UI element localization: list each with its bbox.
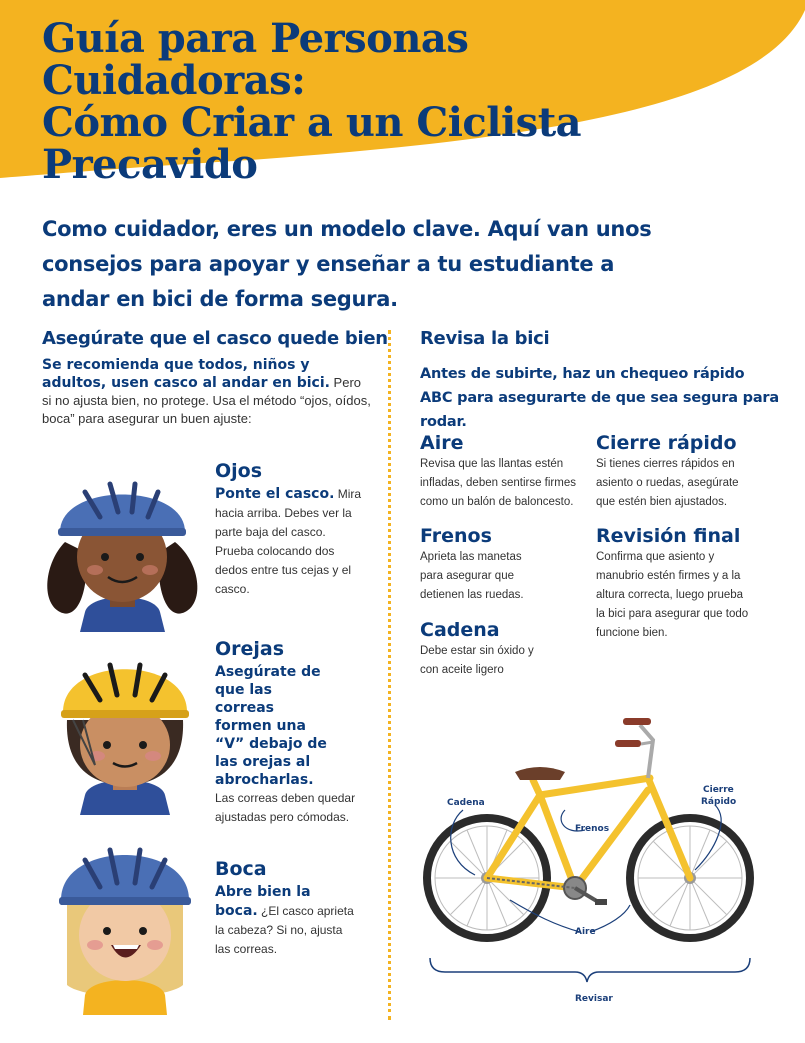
step-boca: [215, 860, 365, 959]
check-cierre-text: Si tienes cierres rápidos en asiento o ruedas, asegúrate que estén bien ajustados.: [596, 458, 739, 508]
step-ojos: [215, 462, 365, 599]
check-frenos: [420, 527, 595, 605]
check-cierre: [596, 434, 771, 512]
step-ojos-text: Mira hacia arriba. Debes ver la parte baja del casco. Prueba colocando dos dedos entre tus cejas y el casco.: [215, 487, 362, 596]
label-revisar: Revisar: [575, 994, 613, 1004]
title-line-2: Cuidadoras:: [42, 57, 306, 104]
check-aire: [420, 434, 595, 512]
step-boca-body: [215, 883, 355, 959]
label-cadena: Cadena: [447, 798, 485, 808]
step-orejas-bold: Asegúrate de que las correas formen una “V” debajo de las orejas al abrocharlas.: [215, 664, 327, 788]
title-line-3: Cómo Criar a un Ciclista: [42, 99, 582, 146]
step-orejas-text: Las correas deben quedar ajustadas pero cómodas.: [215, 791, 356, 824]
step-boca-bold: Abre bien la boca.: [215, 884, 311, 919]
step-orejas: [215, 640, 365, 827]
bike-section-lead: Antes de subirte, haz un chequeo rápido ABC para asegurarte de que sea segura para rodar.: [420, 366, 779, 430]
check-frenos-text: Aprieta las manetas para asegurar que detienen las ruedas.: [420, 551, 524, 601]
label-cierre-2: Rápido: [701, 797, 737, 807]
child-ears-illustration: [55, 650, 195, 815]
check-revision: [596, 527, 771, 643]
check-cadena-text: Debe estar sin óxido y con aceite ligero: [420, 645, 534, 676]
helmet-lead-text: Pero si no ajusta bien, no protege. Usa el método “ojos, oídos, boca” para asegurar un buen ajuste:: [42, 375, 371, 426]
child-mouth-illustration: [55, 835, 195, 1015]
step-ojos-title: Ojos: [215, 460, 263, 482]
child-eyes-illustration: [40, 462, 205, 632]
check-aire-title: Aire: [420, 432, 464, 454]
title-line-1: Guía para Personas: [42, 15, 469, 62]
check-cierre-title: Cierre rápido: [596, 432, 737, 454]
bicycle-illustration: [415, 710, 770, 1010]
check-cadena: [420, 621, 595, 680]
label-frenos: Frenos: [575, 824, 610, 834]
helmet-section-lead: [42, 356, 372, 428]
check-cadena-title: Cadena: [420, 619, 500, 641]
label-aire: Aire: [575, 927, 596, 937]
title-line-4: Precavido: [42, 141, 258, 188]
step-boca-text: ¿El casco aprieta la cabeza? Si no, ajusta las correas.: [215, 904, 354, 956]
step-boca-title: Boca: [215, 858, 267, 880]
bike-section-heading: Revisa la bici: [420, 328, 550, 349]
step-orejas-title: Orejas: [215, 638, 285, 660]
intro-text: Como cuidador, eres un modelo clave. Aquí van unos consejos para apoyar y enseñar a tu estudiante a andar en bici de forma segura.: [42, 217, 652, 311]
check-frenos-title: Frenos: [420, 525, 492, 547]
check-revision-title: Revisión final: [596, 525, 741, 547]
helmet-lead-bold: Se recomienda que todos, niños y adultos, usen casco al andar en bici.: [42, 357, 330, 391]
page-title: [42, 15, 582, 188]
check-revision-text: Confirma que asiento y manubrio estén firmes y a la altura correcta, luego prueba la bici para asegurar que todo funcione bien.: [596, 551, 749, 639]
helmet-section-heading: Asegúrate que el casco quede bien: [42, 328, 388, 349]
column-divider: [388, 330, 391, 1020]
label-cierre-1: Cierre: [703, 785, 734, 795]
step-ojos-bold: Ponte el casco.: [215, 486, 335, 502]
check-aire-text: Revisa que las llantas estén infladas, deben sentirse firmes como un balón de baloncesto.: [420, 458, 576, 508]
